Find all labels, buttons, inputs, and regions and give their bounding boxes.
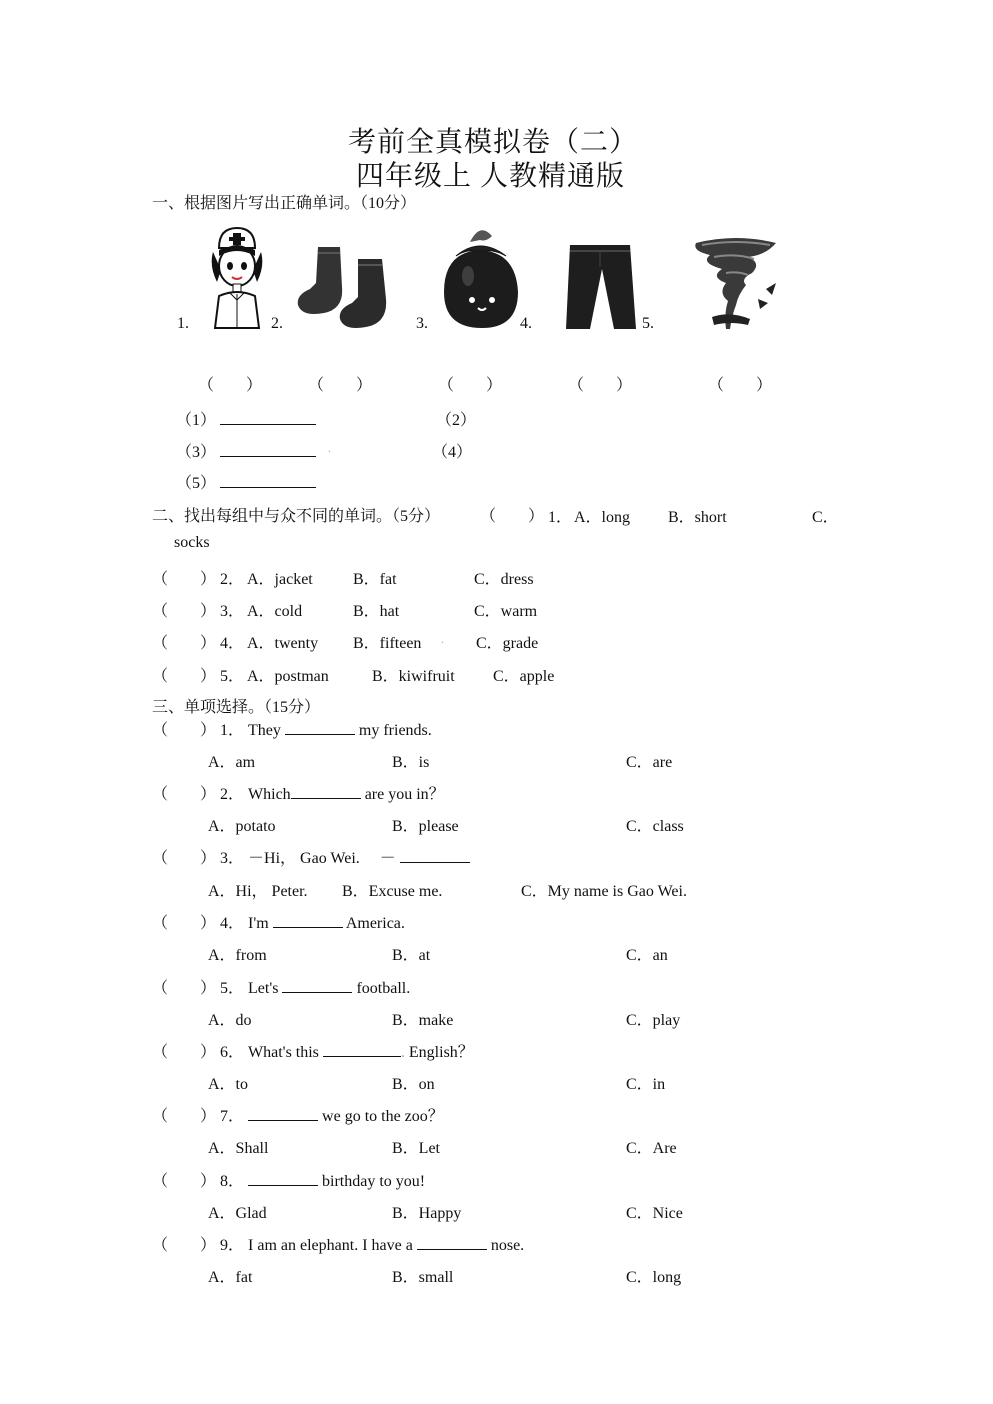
- part2-item-2-a: A．jacket: [247, 571, 313, 588]
- pic-number-5: 5.: [642, 315, 654, 332]
- q7-option-b[interactable]: B．Let: [392, 1140, 440, 1157]
- q8-option-a[interactable]: A．Glad: [208, 1205, 267, 1222]
- eggplant-icon: [440, 222, 522, 332]
- part2-item-1-a: A．long: [574, 509, 631, 526]
- part2-item-2-b: B．fat: [353, 571, 397, 588]
- part2-heading: 二、找出每组中与众不同的单词。（5分）: [152, 508, 441, 525]
- q6-option-b[interactable]: B．on: [392, 1076, 435, 1093]
- answer-blank-3[interactable]: [220, 442, 316, 457]
- q8-option-b[interactable]: B．Happy: [392, 1205, 462, 1222]
- q4-num: 4．: [220, 915, 245, 932]
- q7-stem: [152, 1103, 444, 1126]
- q8-paren[interactable]: （ ）: [152, 1173, 217, 1190]
- stray-mark: .: [328, 441, 331, 455]
- part2-item-1-c-word: socks: [174, 534, 210, 551]
- q1-option-b[interactable]: B．is: [392, 754, 430, 771]
- part2-item-3-b: B．hat: [353, 603, 400, 620]
- q9-option-b[interactable]: B．small: [392, 1269, 454, 1286]
- q3-num: 3．: [220, 850, 245, 867]
- q9-option-a[interactable]: A．fat: [208, 1269, 253, 1286]
- q1-blank[interactable]: [285, 720, 355, 735]
- part2-item-5-c: C．apple: [493, 668, 555, 685]
- q5-num: 5．: [220, 980, 245, 997]
- pic-answer-paren-5[interactable]: （ ）: [708, 377, 773, 394]
- answer-blank-5[interactable]: [220, 473, 316, 488]
- pic-number-1: 1.: [177, 315, 189, 332]
- pic-answer-paren-3[interactable]: （ ）: [438, 377, 503, 394]
- answer-label-2: （2）: [436, 412, 477, 429]
- q1-post: my friends.: [358, 722, 432, 739]
- q2-option-a[interactable]: A．potato: [208, 818, 276, 835]
- q1-option-a[interactable]: A．am: [208, 754, 256, 771]
- q7-paren[interactable]: （ ）: [152, 1108, 217, 1125]
- part2-item-1-num: 1．: [548, 509, 573, 526]
- q3-option-b[interactable]: B．Excuse me.: [342, 883, 443, 900]
- q6-option-c[interactable]: C．in: [626, 1076, 666, 1093]
- q5-blank[interactable]: [282, 978, 352, 993]
- q1-num: 1．: [220, 722, 245, 739]
- q4-option-c[interactable]: C．an: [626, 947, 668, 964]
- q6-post: English？: [408, 1044, 474, 1061]
- q9-option-c[interactable]: C．long: [626, 1269, 682, 1286]
- q5-option-b[interactable]: B．make: [392, 1012, 454, 1029]
- part2-item-3-c: C．warm: [474, 603, 538, 620]
- part2-item-4-b: B．fifteen: [353, 635, 422, 652]
- q4-blank[interactable]: [273, 913, 343, 928]
- q2-paren[interactable]: （ ）: [152, 786, 217, 803]
- pic-answer-paren-4[interactable]: （ ）: [568, 377, 633, 394]
- q6-num: 6．: [220, 1044, 245, 1061]
- q5-pre: Let's: [248, 980, 279, 997]
- q4-post: America.: [345, 915, 405, 932]
- part2-item-5-a: A．postman: [247, 668, 329, 685]
- q3-stem: [152, 845, 470, 868]
- part2-item-4-paren[interactable]: （ ）: [152, 635, 217, 652]
- q6-paren[interactable]: （ ）: [152, 1044, 217, 1061]
- q3-blank[interactable]: [400, 848, 470, 863]
- q8-stem: [152, 1168, 425, 1191]
- q6-stem: [152, 1039, 474, 1062]
- pic-answer-paren-2[interactable]: （ ）: [308, 377, 373, 394]
- q7-num: 7．: [220, 1108, 245, 1125]
- answer-label-3: （3）: [176, 444, 217, 461]
- q5-stem: [152, 975, 410, 998]
- page-subtitle: 四年级上 人教精通版: [356, 161, 626, 192]
- q4-option-b[interactable]: B．at: [392, 947, 431, 964]
- part2-item-4-a: A．twenty: [247, 635, 319, 652]
- q7-option-c[interactable]: C．Are: [626, 1140, 677, 1157]
- q7-blank[interactable]: [248, 1106, 318, 1121]
- q4-pre: I'm: [248, 915, 269, 932]
- q9-paren[interactable]: （ ）: [152, 1237, 217, 1254]
- q8-blank[interactable]: [248, 1171, 318, 1186]
- q7-post: we go to the zoo？: [322, 1108, 444, 1125]
- answer-label-5: （5）: [176, 475, 217, 492]
- answer-line-3[interactable]: [176, 439, 316, 462]
- part2-item-1-paren[interactable]: （ ）: [480, 508, 545, 525]
- nurse-icon: [205, 226, 267, 330]
- q9-stem: [152, 1232, 524, 1255]
- part2-item-3-paren[interactable]: （ ）: [152, 603, 217, 620]
- q2-num: 2．: [220, 786, 245, 803]
- part2-item-2-c: C．dress: [474, 571, 534, 588]
- socks-icon: [294, 243, 404, 331]
- q2-option-b[interactable]: B．please: [392, 818, 459, 835]
- part2-item-3-a: A．cold: [247, 603, 303, 620]
- q2-post: are you in？: [364, 786, 445, 803]
- q3-pre: －Hi， Gao Wei. －: [248, 850, 396, 867]
- q1-option-c[interactable]: C．are: [626, 754, 673, 771]
- q6-blank[interactable]: [323, 1042, 401, 1057]
- q1-paren[interactable]: （ ）: [152, 722, 217, 739]
- q3-option-a[interactable]: A．Hi， Peter.: [208, 883, 308, 900]
- pic-answer-paren-1[interactable]: （ ）: [198, 377, 263, 394]
- part2-item-2-num: 2．: [220, 571, 245, 588]
- pants-icon: [562, 243, 638, 331]
- part2-item-5-paren[interactable]: （ ）: [152, 668, 217, 685]
- q5-option-a[interactable]: A．do: [208, 1012, 252, 1029]
- part3-heading: 三、单项选择。（15分）: [152, 699, 321, 716]
- answer-line-1[interactable]: [176, 407, 316, 430]
- q7-option-a[interactable]: A．Shall: [208, 1140, 269, 1157]
- stray-mark-3: .: [400, 1044, 405, 1061]
- q5-post: football.: [356, 980, 411, 997]
- part2-item-4-num: 4．: [220, 635, 245, 652]
- q9-post: nose.: [490, 1237, 525, 1254]
- answer-line-2[interactable]: [436, 407, 476, 430]
- tornado-icon: [688, 233, 784, 331]
- part2-item-5-b: B．kiwifruit: [372, 668, 455, 685]
- q8-num: 8．: [220, 1173, 245, 1190]
- part2-item-1-b: B．short: [668, 509, 727, 526]
- part1-heading: 一、根据图片写出正确单词。（10分）: [152, 195, 417, 212]
- q1-stem: [152, 717, 432, 740]
- q3-paren[interactable]: （ ）: [152, 850, 217, 867]
- pic-number-4: 4.: [520, 315, 532, 332]
- q2-pre: Which: [248, 786, 291, 803]
- part2-item-3-num: 3．: [220, 603, 245, 620]
- q4-paren[interactable]: （ ）: [152, 915, 217, 932]
- q6-pre: What's this: [248, 1044, 319, 1061]
- pic-number-3: 3.: [416, 315, 428, 332]
- stray-mark-2: .: [441, 632, 444, 646]
- q2-option-c[interactable]: C．class: [626, 818, 684, 835]
- pic-number-2: 2.: [271, 315, 283, 332]
- answer-label-1: （1）: [176, 412, 217, 429]
- q9-blank[interactable]: [417, 1235, 487, 1250]
- page-title: 考前全真模拟卷（二）: [348, 127, 639, 158]
- q8-post: birthday to you!: [322, 1173, 426, 1190]
- part2-item-5-num: 5．: [220, 668, 245, 685]
- answer-blank-1[interactable]: [220, 410, 316, 425]
- q5-option-c[interactable]: C．play: [626, 1012, 681, 1029]
- q2-stem: [152, 781, 445, 804]
- q8-option-c[interactable]: C．Nice: [626, 1205, 683, 1222]
- answer-label-4: （4）: [432, 444, 473, 461]
- q5-paren[interactable]: （ ）: [152, 980, 217, 997]
- answer-line-5[interactable]: [176, 470, 316, 493]
- part2-item-1-c: C．: [812, 509, 839, 526]
- part2-item-2-paren[interactable]: （ ）: [152, 571, 217, 588]
- q1-pre: They: [248, 722, 281, 739]
- q3-option-c[interactable]: C．My name is Gao Wei.: [521, 883, 687, 900]
- q9-num: 9．: [220, 1237, 245, 1254]
- q4-option-a[interactable]: A．from: [208, 947, 267, 964]
- q6-option-a[interactable]: A．to: [208, 1076, 249, 1093]
- q9-pre: I am an elephant. I have a: [248, 1237, 413, 1254]
- answer-line-4[interactable]: [432, 439, 472, 462]
- q2-blank[interactable]: [291, 784, 361, 799]
- part2-item-4-c: C．grade: [476, 635, 539, 652]
- q4-stem: [152, 910, 405, 933]
